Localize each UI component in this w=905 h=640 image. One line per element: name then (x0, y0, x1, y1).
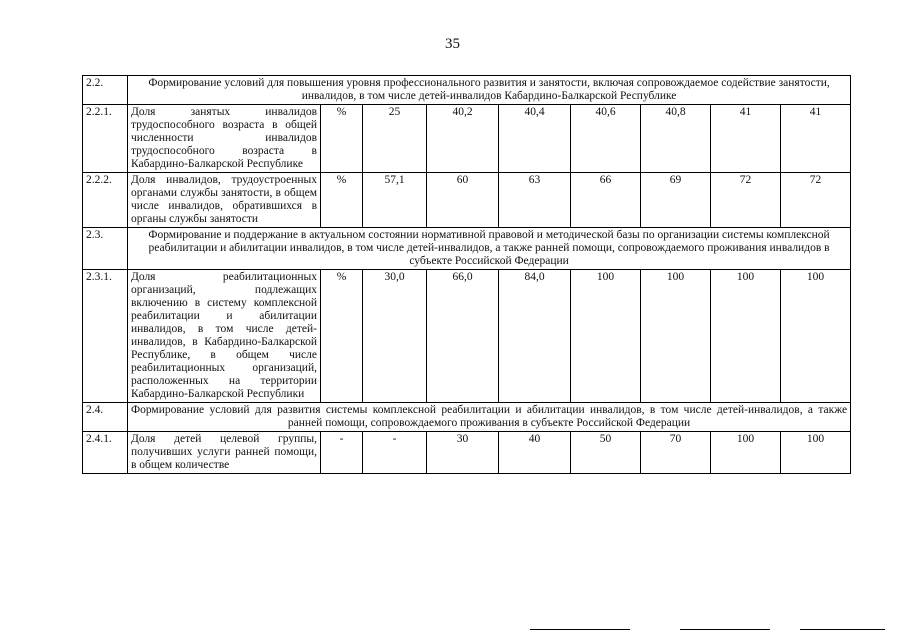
indicator-row (83, 432, 851, 474)
value-cell: 66 (571, 173, 641, 228)
value-cell: 100 (641, 270, 711, 403)
row-number: 2.3.1. (83, 270, 128, 403)
section-title: Формирование условий для развития системы комплексной реабилитации и абилитации инвалидов, в том числе детей-инвалидов, а также ранней помощи, сопровождаемого проживания в субъекте Российской Федерации (128, 403, 851, 432)
row-number: 2.4. (83, 403, 128, 432)
table-body (83, 76, 851, 474)
indicators-table (82, 75, 851, 474)
value-cell: 69 (641, 173, 711, 228)
indicator-row (83, 270, 851, 403)
value-cell: 40,8 (641, 105, 711, 173)
value-cell: 41 (711, 105, 781, 173)
row-number: 2.2. (83, 76, 128, 105)
value-cell: 72 (781, 173, 851, 228)
signature-line (680, 629, 770, 630)
value-cell: 100 (781, 432, 851, 474)
value-cell: 25 (363, 105, 427, 173)
indicator-row (83, 173, 851, 228)
row-number: 2.2.2. (83, 173, 128, 228)
section-title: Формирование условий для повышения уровня профессионального развития и занятости, включая сопровождаемое содействие занятости, инвалидов, в том числе детей-инвалидов Кабардино-Балкарской Республике (128, 76, 851, 105)
signature-line (800, 629, 885, 630)
unit-cell: - (321, 432, 363, 474)
section-row (83, 228, 851, 270)
unit-cell: % (321, 173, 363, 228)
value-cell: 40,4 (499, 105, 571, 173)
value-cell: 70 (641, 432, 711, 474)
value-cell: 57,1 (363, 173, 427, 228)
unit-cell: % (321, 270, 363, 403)
value-cell: 40 (499, 432, 571, 474)
value-cell: 30 (427, 432, 499, 474)
page-number: 35 (445, 36, 460, 52)
value-cell: 41 (781, 105, 851, 173)
value-cell: 63 (499, 173, 571, 228)
indicator-name: Доля занятых инвалидов трудоспособного возраста в общей численности инвалидов трудоспособного возраста в Кабардино-Балкарской Республике (128, 105, 321, 173)
section-row (83, 76, 851, 105)
value-cell: 100 (711, 270, 781, 403)
value-cell: - (363, 432, 427, 474)
row-number: 2.3. (83, 228, 128, 270)
value-cell: 30,0 (363, 270, 427, 403)
value-cell: 40,6 (571, 105, 641, 173)
section-row (83, 403, 851, 432)
value-cell: 100 (781, 270, 851, 403)
row-number: 2.4.1. (83, 432, 128, 474)
value-cell: 72 (711, 173, 781, 228)
value-cell: 100 (711, 432, 781, 474)
unit-cell: % (321, 105, 363, 173)
value-cell: 100 (571, 270, 641, 403)
row-number: 2.2.1. (83, 105, 128, 173)
value-cell: 50 (571, 432, 641, 474)
value-cell: 60 (427, 173, 499, 228)
signature-line (530, 629, 630, 630)
section-title: Формирование и поддержание в актуальном состоянии нормативной правовой и методической базы по организации системы комплексной реабилитации и абилитации инвалидов, в том числе детей-инвалидов, а также ранней помощи, сопровождаемого проживания инвалидов в субъекте Российской Федерации (128, 228, 851, 270)
value-cell: 40,2 (427, 105, 499, 173)
value-cell: 84,0 (499, 270, 571, 403)
indicator-row (83, 105, 851, 173)
indicator-name: Доля реабилитационных организаций, подлежащих включению в систему комплексной реабилитации и абилитации инвалидов, в том числе детей-инвалидов, в Кабардино-Балкарской Республике, в общем числе реабилитационных организаций, расположенных на территории Кабардино-Балкарской Республики (128, 270, 321, 403)
indicator-name: Доля детей целевой группы, получивших услуги ранней помощи, в общем количестве (128, 432, 321, 474)
indicator-name: Доля инвалидов, трудоустроенных органами службы занятости, в общем числе инвалидов, обратившихся в органы службы занятости (128, 173, 321, 228)
value-cell: 66,0 (427, 270, 499, 403)
